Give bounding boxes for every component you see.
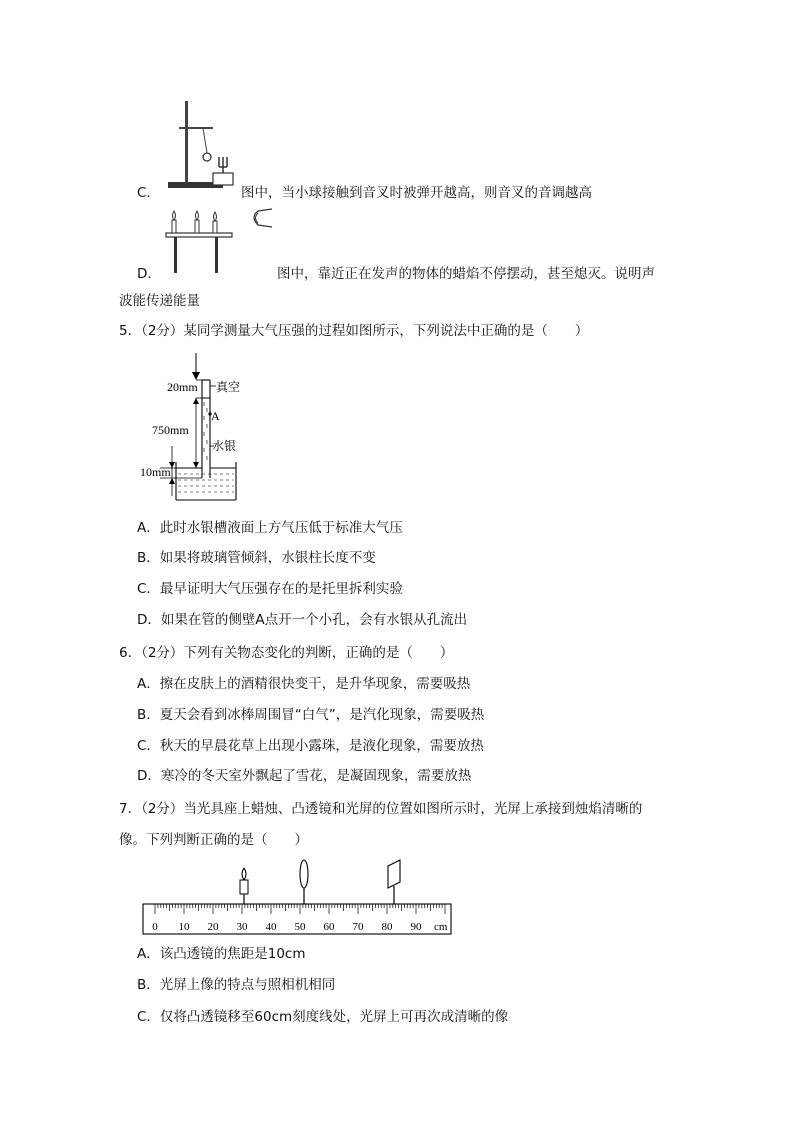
q4-option-c-text: 图中，当小球接触到音叉时被弹开越高，则音叉的音调越高: [241, 185, 592, 201]
ruler-tick-label: 60: [323, 921, 335, 933]
candles-figure: [160, 203, 278, 275]
ruler-tick-label: 30: [236, 921, 248, 933]
q4-option-d-text: 图中，靠近正在发声的物体的蜡焰不停摆动，甚至熄灭。说明声: [277, 266, 655, 282]
ruler-tick-label: 80: [381, 921, 393, 933]
label-750mm: 750mm: [152, 423, 189, 437]
q6-option-a: A．擦在皮肤上的酒精很快变干，是升华现象，需要吸热: [137, 676, 471, 692]
q6-option-c: C．秋天的早晨花草上出现小露珠，是液化现象，需要放热: [137, 738, 484, 754]
q7-option-a: A．该凸透镜的焦距是10cm: [137, 946, 306, 962]
q7-option-b: B．光屏上像的特点与照相机相同: [137, 977, 336, 993]
q6-option-d: D．寒冷的冬天室外飘起了雪花，是凝固现象，需要放热: [137, 768, 472, 784]
torricelli-figure: [140, 350, 250, 505]
q7-option-c: C．仅将凸透镜移至60cm刻度线处，光屏上可再次成清晰的像: [137, 1009, 509, 1025]
q5-option-c: C．最早证明大气压强存在的是托里拆利实验: [137, 581, 403, 597]
ruler-tick-label: 90: [410, 921, 422, 933]
ruler-tick-label: 20: [207, 921, 219, 933]
convex-lens: [300, 860, 308, 904]
light-screen: [388, 860, 400, 904]
q7-stem-line-1: 7．（2分）当光具座上蜡烛、凸透镜和光屏的位置如图所示时，光屏上承接到烛焰清晰的: [119, 801, 643, 817]
q4-option-c: [137, 184, 592, 202]
optical-bench-figure: [138, 858, 458, 940]
label-mercury: 水银: [212, 439, 237, 453]
ruler-tick-label: 10: [178, 921, 190, 933]
q4-option-d-letter: D．: [137, 266, 161, 282]
ruler-tick-label: 40: [265, 921, 277, 933]
label-a: A: [211, 409, 220, 423]
q4-option-d: [137, 265, 655, 283]
q6-option-b: B．夏天会看到冰棒周围冒“白气”，是汽化现象，需要吸热: [137, 707, 485, 723]
q5-option-b: B．如果将玻璃管倾斜，水银柱长度不变: [137, 550, 376, 566]
q7-stem-line-2: 像。下列判断正确的是（ ）: [119, 832, 308, 848]
ruler-tick-label: 50: [294, 921, 306, 933]
ruler-tick-label: 0: [152, 921, 158, 933]
label-vacuum: 真空: [216, 380, 241, 394]
q4-option-c-letter: C．: [137, 185, 160, 201]
ruler-unit: cm: [434, 921, 448, 933]
label-10mm: 10mm: [140, 465, 171, 479]
label-20mm: 20mm: [167, 380, 198, 394]
q6-stem: 6．（2分）下列有关物态变化的判断，正确的是（ ）: [119, 645, 454, 661]
q5-option-d: D．如果在管的侧壁A点开一个小孔，会有水银从孔流出: [137, 612, 468, 628]
ruler-tick-label: 70: [352, 921, 364, 933]
tuning-fork-figure: [165, 95, 245, 195]
q5-stem: 5．（2分）某同学测量大气压强的过程如图所示，下列说法中正确的是（ ）: [119, 323, 589, 339]
q4-option-d-continued: 波能传递能量: [119, 293, 200, 309]
q5-option-a: A．此时水银槽液面上方气压低于标准大气压: [137, 520, 403, 536]
candle: [240, 868, 248, 904]
